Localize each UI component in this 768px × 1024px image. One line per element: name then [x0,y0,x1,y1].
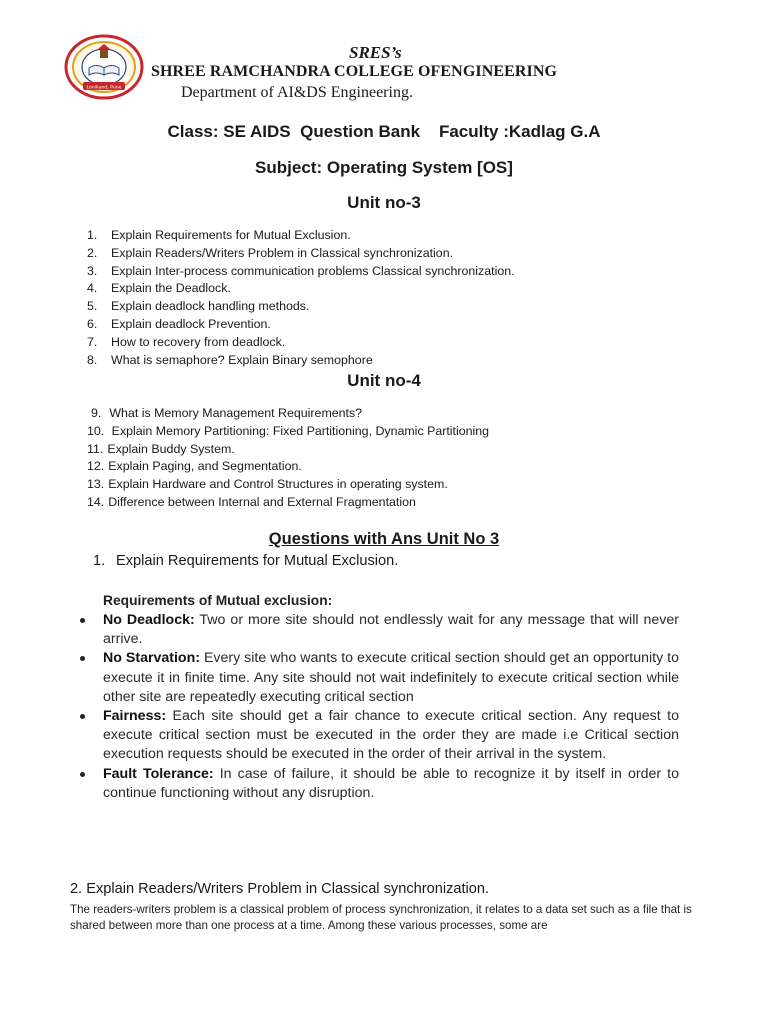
college-logo-seal [63,34,145,100]
requirements-bullet-list [103,611,679,803]
unit4-title: Unit no-4 [347,371,421,390]
list-item: 2. Explain Readers/Writers Problem in Classical synchronization. [87,245,454,260]
list-item: Fault Tolerance: In case of failure, it should be able to recognize it by itself in order to continue functioning without any disruption. [103,765,679,803]
list-item: 1. Explain Requirements for Mutual Exclusion. [87,228,351,242]
unit4-question-list [87,405,489,512]
unit3-title: Unit no-3 [347,193,421,212]
qa-question-1: 1. Explain Requirements for Mutual Exclusion. [93,553,399,569]
svg-text:Lonikand, Pune: Lonikand, Pune [86,85,122,91]
qa-section-title: Questions with Ans Unit No 3 [268,530,500,548]
list-item: 5. Explain deadlock handling methods. [87,299,310,314]
list-item: 11. Explain Buddy System. [87,441,235,456]
subject-line: Subject: Operating System [OS] [255,158,513,177]
list-item: No Deadlock: Two or more site should not endlessly wait for any message that will never arrive. [103,611,679,649]
list-item: No Starvation: Every site who wants to execute critical section should get an opportunity to execute it in finite time. Any site should not wait indefinitely to execute critical section while other site are repeatedly executing critical section [103,649,679,707]
qa-question-2: 2. Explain Readers/Writers Problem in Classical synchronization. [70,881,490,897]
list-item: 9. What is Memory Management Requirements? [91,406,363,420]
list-item: 10. Explain Memory Partitioning: Fixed Partitioning, Dynamic Partitioning [87,423,490,438]
header-sres: SRES’s [349,43,402,62]
list-item: 14. Difference between Internal and External Fragmentation [87,494,416,509]
list-item: 3. Explain Inter-process communication problems Classical synchronization. [87,263,515,278]
list-item: 7. How to recovery from deadlock. [87,334,286,349]
list-item: 6. Explain deadlock Prevention. [87,316,271,331]
header-department: Department of AI&DS Engineering. [181,84,413,101]
header-college-name: SHREE RAMCHANDRA COLLEGE OFENGINEERING [151,63,558,80]
list-item: 13. Explain Hardware and Control Structures in operating system. [87,477,448,492]
list-item: 8. What is semaphore? Explain Binary semophore [87,352,373,367]
qa-question-2-paragraph: The readers-writers problem is a classical problem of process synchronization, it relates to a data set such as a file that is shared between more than one process at a time. Among these various processes, some are [70,903,692,932]
requirements-heading: Requirements of Mutual exclusion: [103,593,333,608]
list-item: 12. Explain Paging, and Segmentation. [87,459,302,474]
class-line: Class: SE AIDS Question Bank Faculty :Kadlag G.A [167,122,601,141]
list-item: 4. Explain the Deadlock. [87,281,231,296]
list-item: Fairness: Each site should get a fair chance to execute critical section. Any request to execute critical section must be executed in the order they are made i.e Critical section execution requests should be executed in the order of their arrival in the system. [103,707,679,765]
unit3-question-list [87,227,515,369]
